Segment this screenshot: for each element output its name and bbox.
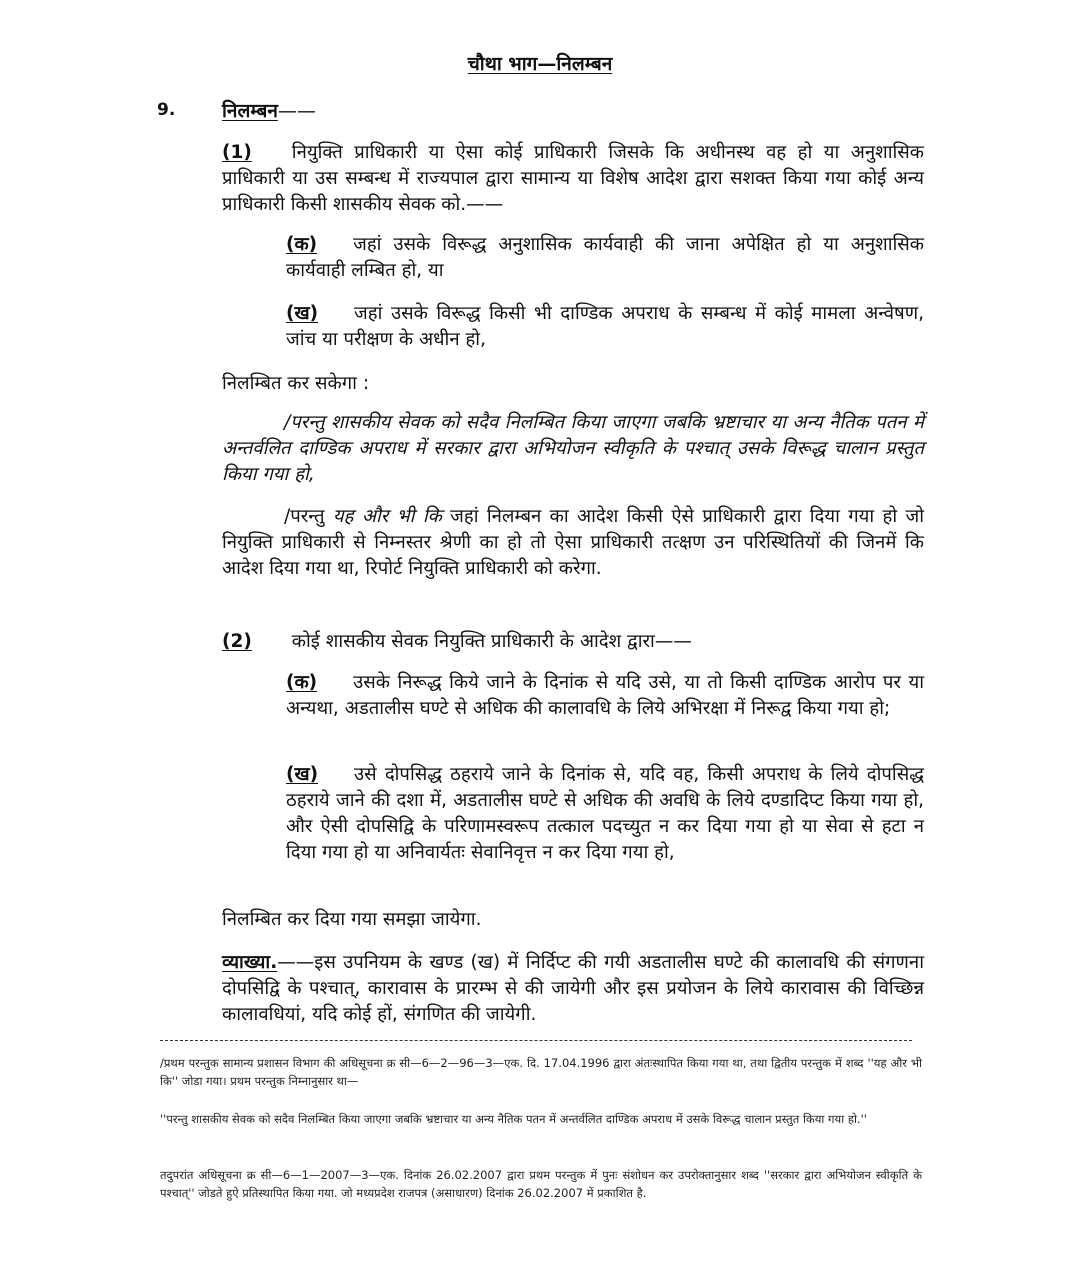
subrule-1-clause-b-text: जहां उसके विरूद्ध किसी भी दाण्डिक अपराध के सम्बन्ध में कोई मामला अन्वेषण, जांच या परीक्षण के अधीन हो, (286, 303, 924, 350)
subrule-2-text: कोई शासकीय सेवक नियुक्ति प्राधिकारी के आदेश द्वारा—— (291, 631, 692, 652)
explanation-paragraph (222, 950, 924, 1028)
footnote-2: ''परन्तु शासकीय सेवक को सदैव निलम्बित किया जाएगा जबकि भ्रष्टाचार या अन्य नैतिक पतन में अन्तर्वलित दाण्डिक अपराध में उसके विरूद्ध चालान प्रस्तुत किया गया हो.'' (160, 1112, 867, 1126)
second-proviso-start: /परन्तु (284, 506, 325, 527)
subrule-2-clause-a-label: (क) (286, 672, 318, 693)
subrule-1-clause-a-label: (क) (286, 234, 318, 255)
footnote-1: /प्रथम परन्तुक सामान्य प्रशासन विभाग की अधिसूचना क्र सी—6—2—96—3—एक. दि. 17.04.1996 द्वारा अंतःस्थापित किया गया था, तथा द्वितीय परन्तुक में शब्द ''यह और भी कि'' जोडा गया। प्रथम परन्तुक निम्नानुसार था— (160, 1056, 922, 1088)
second-proviso (222, 504, 924, 582)
subrule-2-clause-a (286, 670, 924, 722)
subrule-1-label: (1) (222, 142, 252, 163)
page-title (0, 50, 1080, 76)
subrule-1-clause-a (286, 232, 924, 284)
footnote-divider (160, 1040, 912, 1041)
second-proviso-rest: जहां निलम्बन का आदेश किसी ऐसे प्राधिकारी द्वारा दिया गया हो जो नियुक्ति प्राधिकारी से निम्नस्तर श्रेणी का हो तो ऐसा प्राधिकारी तत्क्षण उन परिस्थितियों की जिनमें कि आदेश दिया गया था, रिपोर्ट नियुक्ति प्राधिकारी को करेगा. (222, 506, 924, 579)
subrule-2-clause-b-label: (ख) (286, 764, 319, 785)
section-heading (222, 97, 316, 123)
subrule-1-text: नियुक्ति प्राधिकारी या ऐसा कोई प्राधिकारी जिसके कि अधीनस्थ वह हो या अनुशासिक प्राधिकारी या उस सम्बन्ध में राज्यपाल द्वारा सामान्य या विशेष आदेश द्वारा सशक्त किया गया कोई अन्य प्राधिकारी किसी शासकीय सेवक को.—— (222, 142, 924, 215)
subrule-1-clause-b (286, 301, 924, 353)
subrule-1-clause-a-text: जहां उसके विरूद्ध अनुशासिक कार्यवाही की जाना अपेक्षित हो या अनुशासिक कार्यवाही लम्बित हो, या (286, 234, 924, 281)
section-number: 9. (157, 100, 176, 120)
section-heading-dash: —— (277, 100, 316, 122)
subrule-1-clause-b-label: (ख) (286, 303, 319, 324)
page-title-text: चौथा भाग—निलम्बन (467, 53, 613, 75)
subrule-1-paragraph (222, 140, 924, 218)
second-proviso-italic: यह और भी कि (332, 506, 442, 527)
subrule-2-clause-b-text: उसे दोपसिद्ध ठहराये जाने के दिनांक से, यदि वह, किसी अपराध के लिये दोपसिद्ध ठहराये जाने की दशा में, अडतालीस घण्टे से अधिक की अवधि के लिये दण्डादिप्ट किया गया हो, और ऐसी दोपसिद्वि के परिणामस्वरूप तत्काल पदच्युत न कर दिया गया हो या सेवा से हटा न दिया गया हो या अनिवार्यतः सेवानिवृत्त न कर दिया गया हो, (286, 764, 924, 863)
subrule-1-conclusion: निलम्बित कर सकेगा : (222, 373, 370, 394)
explanation-label: व्याख्या. (222, 952, 278, 973)
footnote-3: तदुपरांत अधिसूचना क्र सी—6—1—2007—3—एक. दिनांक 26.02.2007 द्वारा प्रथम परन्तुक में पुनः संशोधन कर उपरोक्तानुसार शब्द ''सरकार द्वारा अभियोजन स्वीकृति के पश्चात्'' जोडते हुऐ प्रतिस्थापित किया गया. जो मध्यप्रदेश राजपत्र (असाधारण) दिनांक 26.02.2007 में प्रकाशित है. (160, 1168, 922, 1200)
subrule-2-clause-b (286, 762, 924, 866)
subrule-2-clause-a-text: उसके निरूद्ध किये जाने के दिनांक से यदि उसे, या तो किसी दाण्डिक आरोप पर या अन्यथा, अडतालीस घण्टे से अधिक की कालावधि के लिये अभिरक्षा में निरूद्व किया गया हो; (286, 672, 924, 719)
subrule-2-conclusion: निलम्बित कर दिया गया समझा जायेगा. (222, 909, 482, 930)
section-heading-text: निलम्बन (222, 100, 278, 122)
explanation-text: इस उपनियम के खण्ड (ख) में निर्दिप्ट की गयी अडतालीस घण्टे की कालावधि की संगणना दोपसिद्वि के पश्चात्, कारावास के प्रारम्भ से की जायेगी और इस प्रयोजन के लिये कारावास की विच्छिन्न कालावधियां, यदि कोई हों, संगणित की जायेगी. (222, 952, 924, 1025)
explanation-dash: —— (277, 952, 315, 973)
subrule-2-label: (2) (222, 631, 252, 652)
subrule-2-paragraph (222, 629, 924, 655)
first-proviso: /परन्तु शासकीय सेवक को सदैव निलम्बित किया जाएगा जबकि भ्रष्टाचार या अन्य नैतिक पतन में अन्तर्वलित दाण्डिक अपराध में सरकार द्वारा अभियोजन स्वीकृति के पश्चात् उसके विरूद्ध चालान प्रस्तुत किया गया हो, (222, 412, 924, 485)
